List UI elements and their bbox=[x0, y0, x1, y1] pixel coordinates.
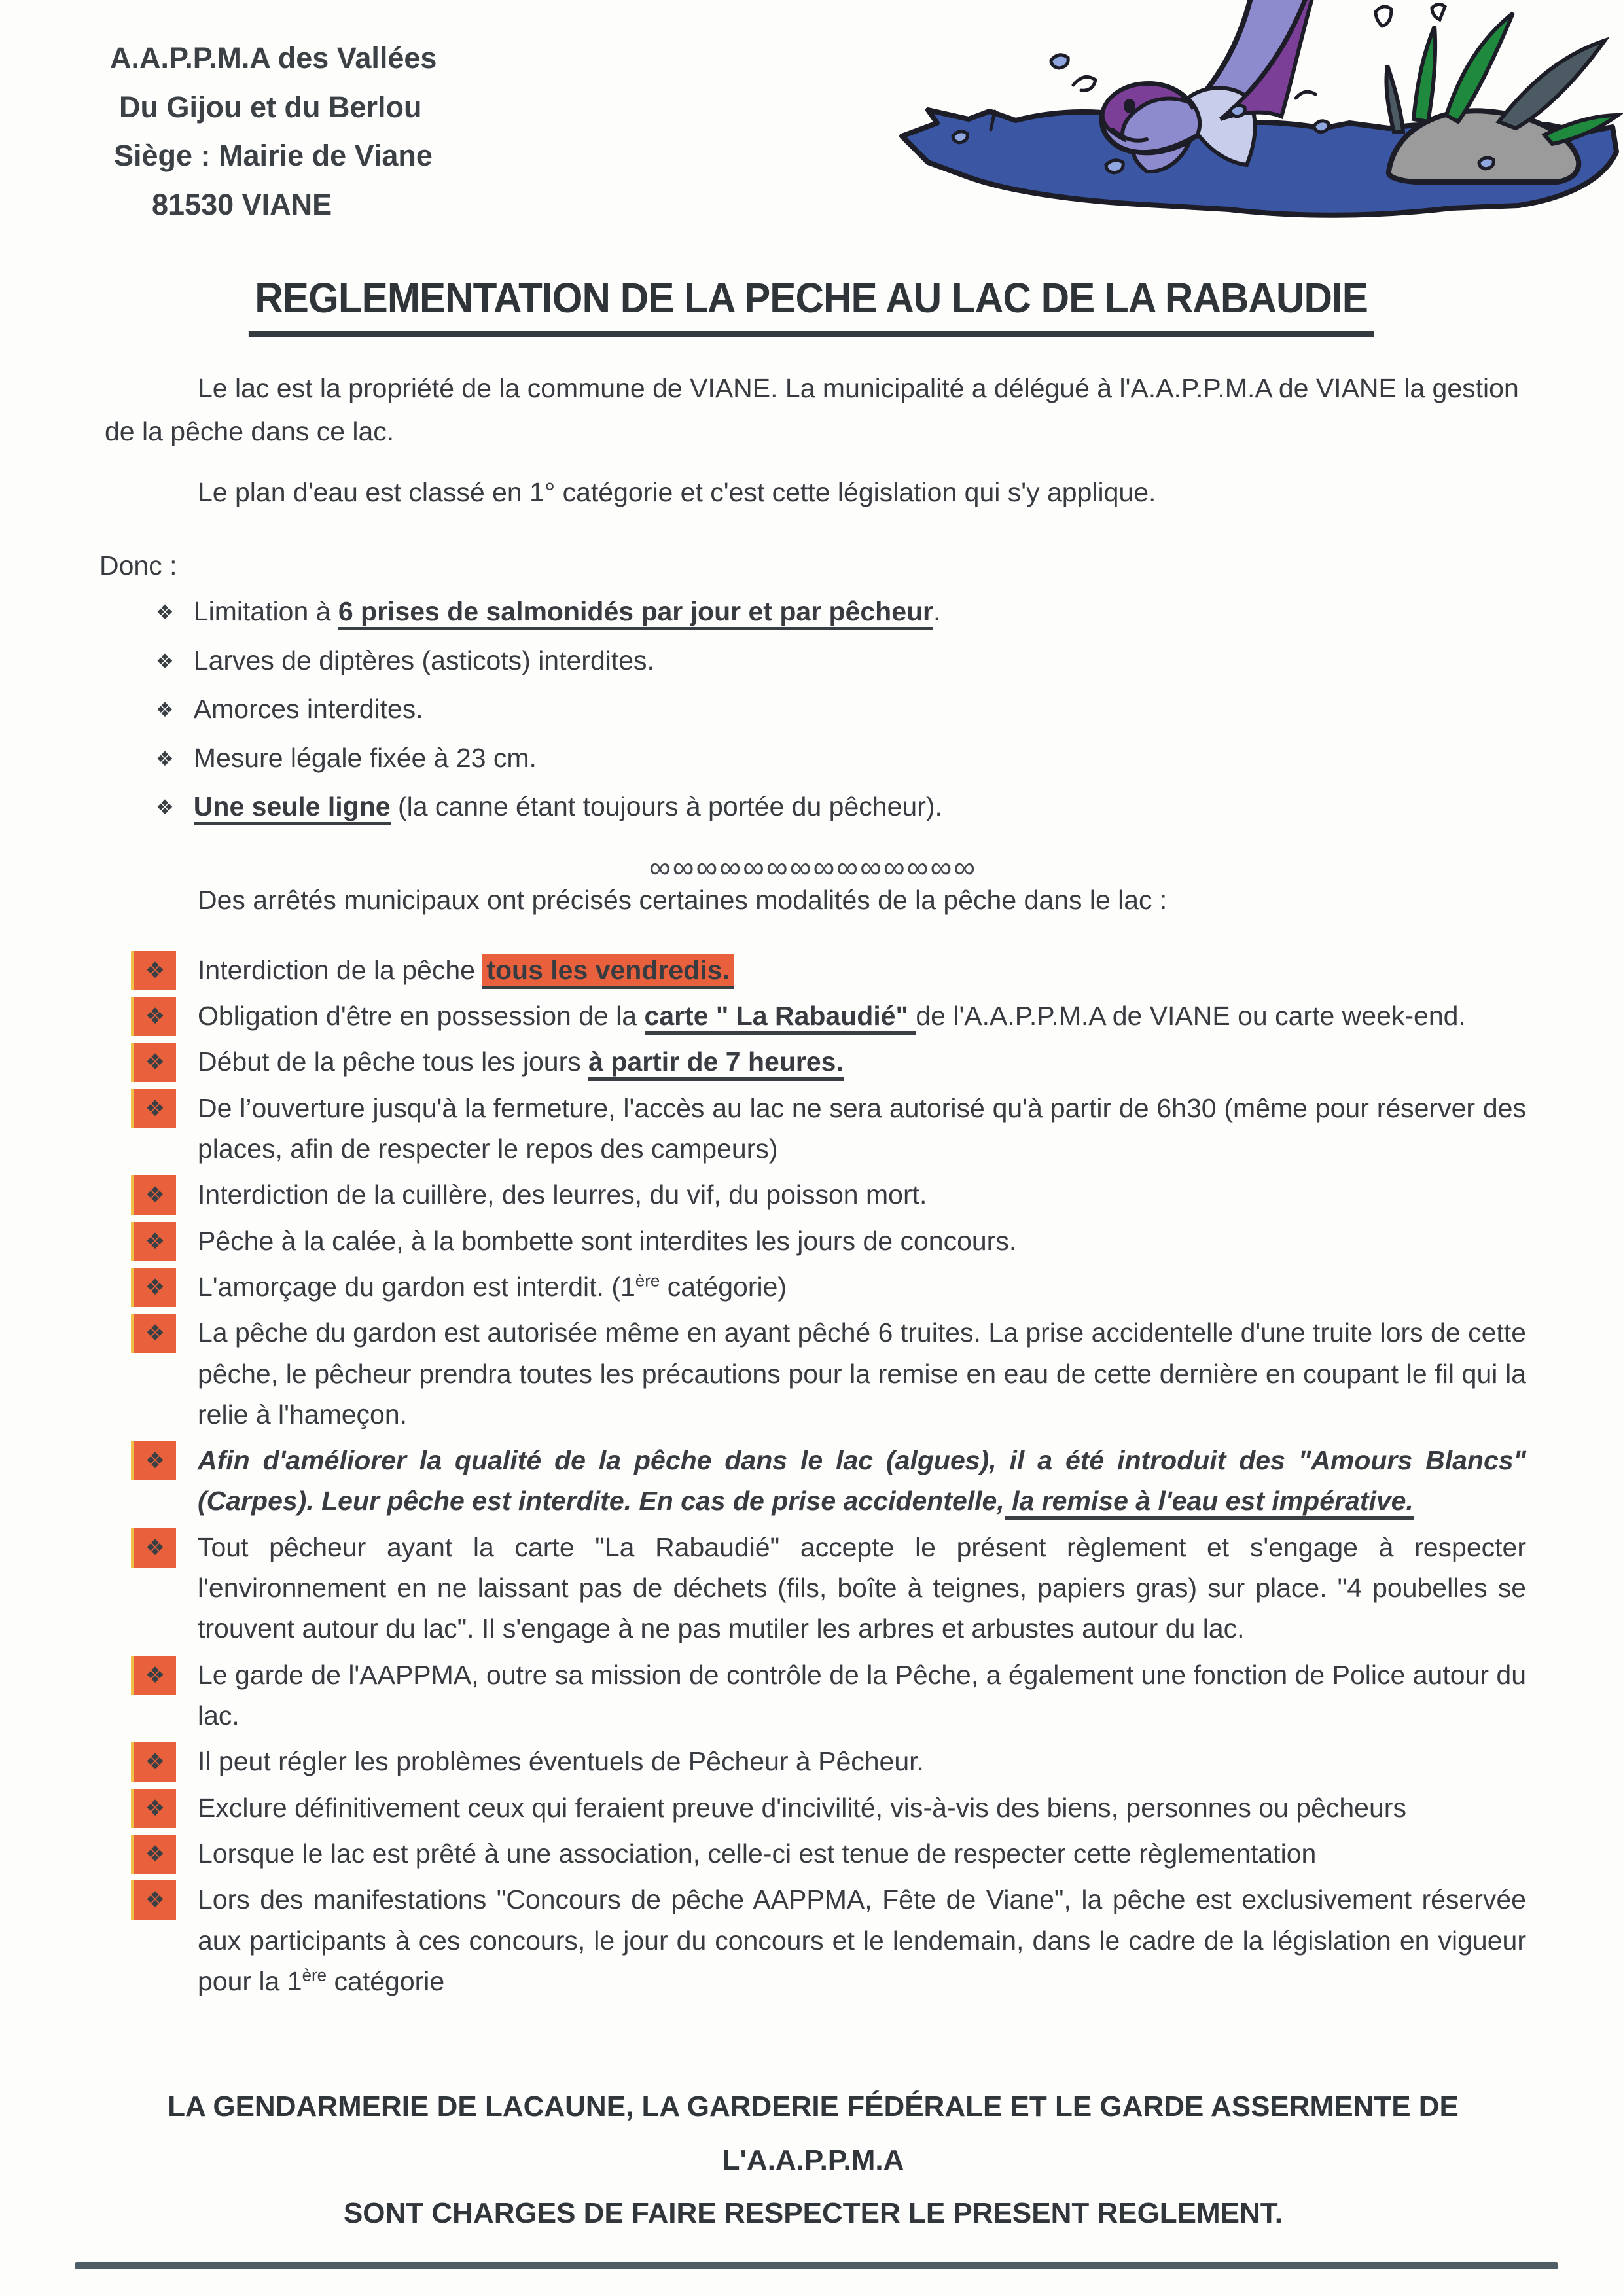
text-segment: Mesure légale fixée à 23 cm. bbox=[193, 742, 537, 773]
diamond-bullet-icon: ❖ bbox=[156, 698, 174, 722]
enforcement-notice-line2: SONT CHARGES DE FAIRE RESPECTER LE PRESENT REGLEMENT. bbox=[343, 2197, 1283, 2229]
text-segment: Limitation à bbox=[193, 596, 338, 627]
list-item bbox=[156, 689, 1522, 730]
org-name-line2: Du Gijou et du Berlou bbox=[119, 90, 422, 124]
list-item bbox=[27, 1266, 1526, 1307]
ordinal-superscript: ère bbox=[635, 1270, 660, 1291]
list-item bbox=[27, 1879, 1526, 2001]
diamond-bullet-icon: ❖ bbox=[156, 747, 174, 770]
highlighted-diamond-bullet-icon: ❖ bbox=[131, 1880, 176, 1920]
infinity-separator: ∞∞∞∞∞∞∞∞∞∞∞∞∞∞ bbox=[649, 850, 978, 884]
list-item bbox=[27, 1221, 1526, 1261]
highlighted-diamond-bullet-icon: ❖ bbox=[131, 1314, 176, 1353]
text-segment: (la canne étant toujours à portée du pêcheur). bbox=[390, 791, 942, 822]
trout-jumping-clipart-icon bbox=[890, 0, 1623, 223]
text-segment-bold-underline: Une seule ligne bbox=[194, 791, 391, 825]
text-segment: Début de la pêche tous les jours bbox=[198, 1047, 589, 1077]
list-item bbox=[27, 1174, 1526, 1215]
highlighted-diamond-bullet-icon: ❖ bbox=[131, 1222, 176, 1261]
highlighted-diamond-bullet-icon: ❖ bbox=[131, 1175, 176, 1215]
list-item bbox=[156, 641, 1522, 681]
highlighted-diamond-bullet-icon: ❖ bbox=[131, 1528, 176, 1568]
highlighted-diamond-bullet-icon: ❖ bbox=[131, 951, 176, 990]
list-item bbox=[27, 1041, 1526, 1082]
association-letterhead bbox=[110, 34, 437, 230]
donc-label: Donc : bbox=[99, 550, 177, 581]
text-segment: Pêche à la calée, à la bombette sont interdites les jours de concours. bbox=[198, 1225, 1017, 1256]
title-row bbox=[0, 274, 1623, 337]
text-segment: La pêche du gardon est autorisée même en ayant pêché 6 truites. La prise accidentelle d'une truite lors de cette pêche, le pêcheur prendra toutes les précautions pour la remise en eau de cette dernière en coupant le fil qui la relie à l'hameçon. bbox=[198, 1318, 1526, 1429]
text-segment-bold-underline: carte " La Rabaudié" bbox=[645, 1001, 916, 1035]
list-item bbox=[27, 1655, 1526, 1736]
highlighted-diamond-bullet-icon: ❖ bbox=[131, 1742, 176, 1782]
list-item bbox=[156, 787, 1522, 827]
text-segment: Afin d'améliorer la qualité de la pêche dans le lac (algues), il a été introduit des "Amours Blancs" (Carpes). Leur pêche est interdite. En cas de prise accidentelle, bbox=[198, 1445, 1526, 1516]
diamond-bullet-icon: ❖ bbox=[156, 796, 174, 819]
text-segment: Le garde de l'AAPPMA, outre sa mission de contrôle de la Pêche, a également une fonction de Police autour du lac. bbox=[198, 1659, 1526, 1731]
page-title: REGLEMENTATION DE LA PECHE AU LAC DE LA RABAUDIE bbox=[249, 274, 1374, 337]
highlighted-diamond-bullet-icon: ❖ bbox=[131, 997, 176, 1036]
list-item bbox=[156, 738, 1522, 779]
text-segment: de l'A.A.P.P.M.A de VIANE ou carte week-end. bbox=[916, 1001, 1466, 1031]
text-segment: Tout pêcheur ayant la carte "La Rabaudié" accepte le présent règlement et s'engage à respecter l'environnement en ne laissant pas de déchets (fils, boîte à teignes, papiers gras) sur place. "4 poubelles se trouvent autour du lac". Il s'engage à ne pas mutiler les arbres et arbustes autour du lac. bbox=[198, 1532, 1526, 1644]
highlighted-diamond-bullet-icon: ❖ bbox=[131, 1656, 176, 1695]
text-segment: De l’ouverture jusqu'à la fermeture, l'accès au lac ne sera autorisé qu'à partir de 6h30 (même pour réserver des places, afin de respecter le repos des campeurs) bbox=[198, 1092, 1526, 1164]
list-item bbox=[27, 1741, 1526, 1782]
text-segment: Obligation d'être en possession de la bbox=[198, 1001, 645, 1031]
list-item-italic bbox=[27, 1440, 1526, 1522]
text-segment: Il peut régler les problèmes éventuels de Pêcheur à Pêcheur. bbox=[198, 1746, 924, 1777]
list-item bbox=[27, 1088, 1526, 1170]
text-segment: Exclure définitivement ceux qui feraient preuve d'incivilité, vis-à-vis des biens, personnes ou pêcheurs bbox=[198, 1792, 1406, 1823]
intro-paragraph-1: Le lac est la propriété de la commune de VIANE. La municipalité a délégué à l'A.A.P.P.M.A de VIANE la gestion de la pêche dans ce lac. bbox=[105, 373, 1519, 447]
highlighted-diamond-bullet-icon: ❖ bbox=[131, 1089, 176, 1128]
text-segment: catégorie) bbox=[660, 1271, 787, 1302]
list-item bbox=[27, 1787, 1526, 1828]
list-item bbox=[27, 950, 1526, 990]
lake-rules-list bbox=[27, 950, 1526, 2002]
text-segment: catégorie bbox=[327, 1965, 445, 1996]
enforcement-notice bbox=[105, 2080, 1522, 2240]
org-name: A.A.P.P.M.A des Vallées bbox=[110, 41, 437, 75]
ordinal-superscript: ère bbox=[302, 1965, 327, 1985]
text-segment-bold-underline: 6 prises de salmonidés par jour et par pêcheur bbox=[338, 596, 933, 630]
text-segment: Interdiction de la cuillère, des leurres, du vif, du poisson mort. bbox=[198, 1179, 927, 1210]
municipal-decrees-intro: Des arrêtés municipaux ont précisés certaines modalités de la pêche dans le lac : bbox=[198, 884, 1168, 915]
text-segment-underline: la remise à l'eau est impérative. bbox=[1005, 1486, 1414, 1520]
bottom-rule bbox=[75, 2262, 1558, 2269]
text-segment: . bbox=[933, 596, 941, 627]
text-segment-bold-underline: à partir de 7 heures. bbox=[588, 1047, 844, 1081]
enforcement-notice-line1: LA GENDARMERIE DE LACAUNE, LA GARDERIE FÉDÉRALE ET LE GARDE ASSERMENTE DE L'A.A.P.P.M.A bbox=[168, 2090, 1459, 2176]
text-segment: Larves de diptères (asticots) interdites. bbox=[193, 645, 654, 675]
highlighted-diamond-bullet-icon: ❖ bbox=[131, 1268, 176, 1307]
list-item bbox=[27, 1833, 1526, 1874]
general-rules-list bbox=[105, 592, 1522, 827]
list-item bbox=[27, 1312, 1526, 1435]
org-postal-city: 81530 VIANE bbox=[152, 188, 332, 222]
document-body bbox=[99, 367, 1526, 2269]
intro-paragraph-2: Le plan d'eau est classé en 1° catégorie et c'est cette législation qui s'y applique. bbox=[198, 476, 1156, 507]
highlighted-diamond-bullet-icon: ❖ bbox=[131, 1835, 176, 1874]
highlighted-diamond-bullet-icon: ❖ bbox=[131, 1441, 176, 1480]
diamond-bullet-icon: ❖ bbox=[156, 601, 174, 624]
highlighted-diamond-bullet-icon: ❖ bbox=[131, 1043, 176, 1082]
list-item bbox=[27, 1527, 1526, 1649]
highlighted-diamond-bullet-icon: ❖ bbox=[131, 1789, 176, 1828]
text-segment-highlighted: tous les vendredis. bbox=[482, 954, 733, 989]
text-segment: Amorces interdites. bbox=[193, 694, 423, 725]
text-segment: Lors des manifestations "Concours de pêche AAPPMA, Fête de Viane", la pêche est exclusivement réservée aux participants à ces concours, le jour du concours et le lendemain, dans le cadre de la législation en vigueur pour la 1 bbox=[198, 1884, 1526, 1996]
list-item bbox=[27, 996, 1526, 1036]
org-address: Siège : Mairie de Viane bbox=[114, 139, 433, 173]
text-segment: Lorsque le lac est prêté à une association, celle-ci est tenue de respecter cette règlementation bbox=[198, 1838, 1317, 1869]
text-segment: L'amorçage du gardon est interdit. (1 bbox=[198, 1271, 635, 1302]
diamond-bullet-icon: ❖ bbox=[156, 649, 174, 673]
list-item bbox=[156, 592, 1522, 632]
text-segment: Interdiction de la pêche bbox=[198, 954, 483, 985]
